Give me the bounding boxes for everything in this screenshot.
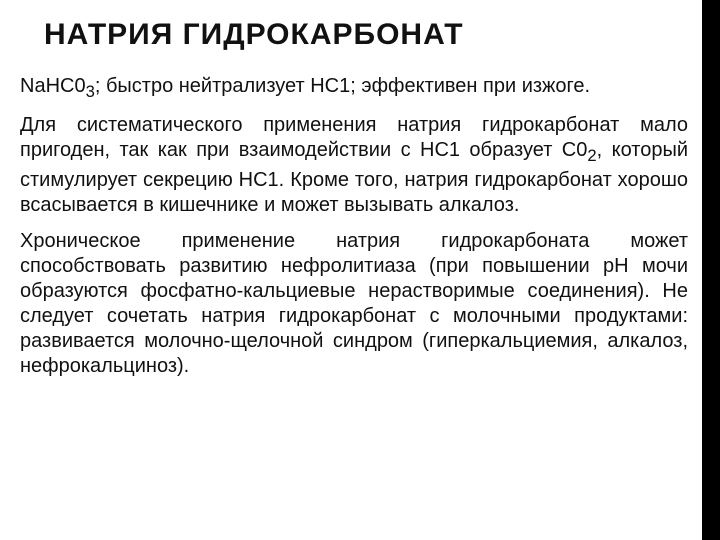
paragraph-1	[20, 74, 688, 104]
paragraph-2	[20, 113, 688, 218]
paragraph-3-text: Хроническое применение натрия гидрокарбоната может способствовать развитию нефролитиаза (при повышении рН мочи образуются фосфатно-кальциевые нерастворимые соединения). Не следует сочетать натрия гидрокарбонат с молочными продуктами: развивается молочно-щелочной синдром (гиперкальциемия, алкалоз, нефрокальциноз).	[20, 230, 688, 377]
paragraph-2-subscript: 2	[587, 146, 597, 165]
slide-body	[20, 74, 688, 390]
paragraph-1-part-3: ; быстро нейтрализует НС1; эффективен при изжоге.	[94, 75, 591, 97]
paragraph-1-part-1: NaHC0	[20, 75, 86, 97]
slide-title: НАТРИЯ ГИДРОКАРБОНАТ	[44, 18, 464, 51]
paragraph-3	[20, 229, 688, 379]
paragraph-2-part-3: , который стимулирует секрецию НС1. Кроме того, натрия гидрокарбонат хорошо всасывается в кишечнике и может вызывать алкалоз.	[20, 139, 689, 216]
right-edge-bar	[702, 0, 720, 540]
paragraph-1-subscript: 3	[85, 82, 95, 101]
paragraph-2-part-1: Для систематического применения натрия гидрокарбонат мало пригоден, так как при взаимодействии с НС1 образует С0	[20, 114, 688, 161]
